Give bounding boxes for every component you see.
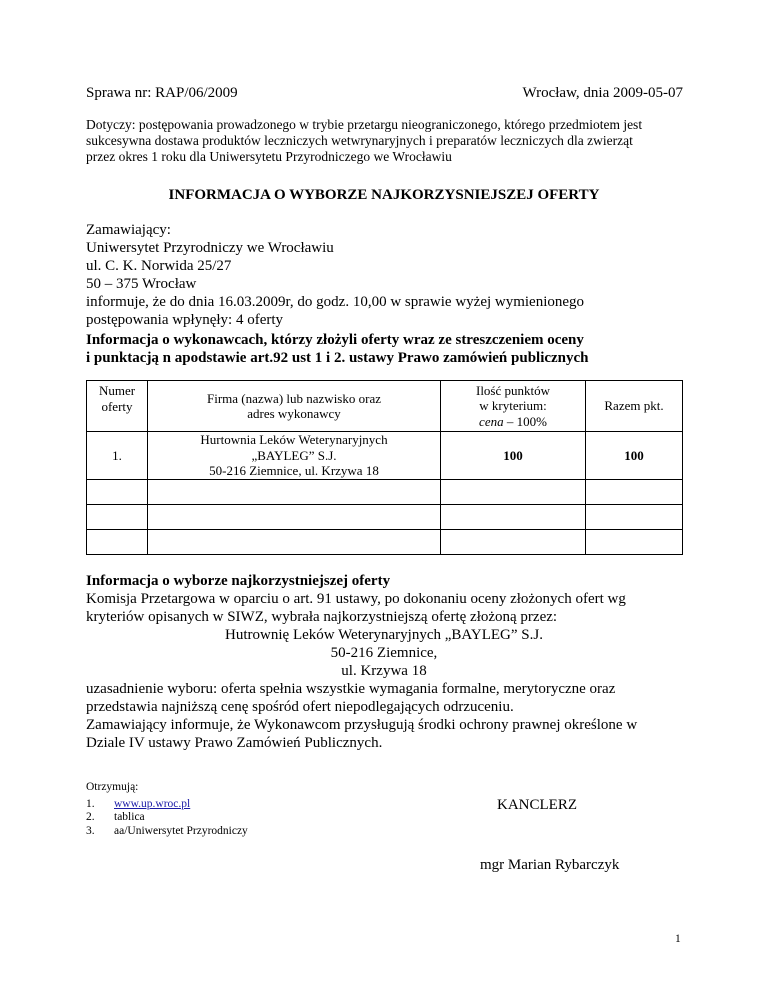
- legal-info: [86, 716, 637, 752]
- document-title: INFORMACJA O WYBORZE NAJKORZYSNIEJSZEJ OFERTY: [168, 187, 600, 203]
- cell-empty: [87, 529, 148, 554]
- recipient-number: 3.: [86, 824, 95, 837]
- table-heading-line: i punktacją n apodstawie art.92 ust 1 i 2. ustawy Prawo zamówień publicznych: [86, 350, 589, 366]
- legal-info-line: Dziale IV ustawy Prawo Zamówień Publicznych.: [86, 735, 383, 751]
- cell-empty: [441, 529, 586, 554]
- cell-empty: [441, 504, 586, 529]
- website-link[interactable]: www.up.wroc.pl: [114, 797, 191, 810]
- table-row: [87, 432, 683, 480]
- company-line: „BAYLEG” S.J.: [251, 447, 337, 463]
- recipient-text: tablica: [114, 811, 145, 823]
- authority-info: informuje, że do dnia 16.03.2009r, do godz. 10,00 w sprawie wyżej wymienionego: [86, 294, 585, 310]
- subject: [86, 117, 642, 165]
- header-number: [87, 381, 148, 432]
- signature-name: mgr Marian Rybarczyk: [480, 857, 620, 873]
- header-points-line: Ilość punktów: [475, 382, 551, 398]
- header-company: [148, 381, 441, 432]
- authority-label: Zamawiający:: [86, 222, 171, 238]
- authority-street: ul. C. K. Norwida 25/27: [86, 258, 232, 274]
- signature-role: KANCLERZ: [497, 797, 577, 813]
- offers-table: [86, 380, 683, 555]
- table-row-empty: [87, 479, 683, 504]
- justification-line: przedstawia najniższą cenę spośród ofert niepodlegających odrzuceniu.: [86, 699, 514, 715]
- cell-points: 100: [441, 432, 586, 480]
- recipient-item: [86, 798, 248, 812]
- table-heading: [86, 331, 589, 367]
- legal-info-line: Zamawiający informuje, że Wykonawcom przysługują środki ochrony prawnej określone w: [86, 717, 638, 733]
- table-row-empty: [87, 504, 683, 529]
- selection-section: [86, 572, 682, 716]
- cell-total: 100: [586, 432, 683, 480]
- header-number-line: Numer: [98, 383, 136, 398]
- authority-info: postępowania wpłynęły: 4 oferty: [86, 312, 284, 328]
- selection-line: kryteriów opisanych w SIWZ, wybrała najkorzystniejszą ofertę złożoną przez:: [86, 609, 558, 625]
- cell-empty: [148, 504, 441, 529]
- cell-empty: [586, 529, 683, 554]
- company-line: Hurtownia Leków Weterynaryjnych: [200, 432, 388, 447]
- company-line: 50-216 Ziemnice, ul. Krzywa 18: [209, 463, 379, 478]
- table-heading-line: Informacja o wykonawcach, którzy złożyli oferty wraz ze streszczeniem oceny: [86, 332, 584, 348]
- table-row-empty: [87, 529, 683, 554]
- recipient-number: 1.: [86, 797, 95, 810]
- table-header-row: [87, 381, 683, 432]
- header-company-line: Firma (nazwa) lub nazwisko oraz: [207, 390, 381, 406]
- page-number: 1: [675, 933, 681, 945]
- justification-line: uzasadnienie wyboru: oferta spełnia wszystkie wymagania formalne, merytoryczne oraz: [86, 681, 616, 697]
- header-points: [441, 381, 586, 432]
- place-date: Wrocław, dnia 2009-05-07: [522, 85, 683, 101]
- cell-empty: [87, 504, 148, 529]
- header-number-line: oferty: [101, 398, 133, 414]
- selection-heading: Informacja o wyborze najkorzystniejszej oferty: [86, 573, 391, 589]
- recipients: [86, 781, 248, 838]
- subject-line: Dotyczy: postępowania prowadzonego w trybie przetargu nieograniczonego, którego przedmiotem jest: [86, 117, 643, 132]
- cell-number: 1.: [87, 432, 148, 480]
- contracting-authority: [86, 221, 584, 329]
- cell-empty: [148, 479, 441, 504]
- cell-empty: [586, 479, 683, 504]
- cell-empty: [441, 479, 586, 504]
- recipient-text: aa/Uniwersytet Przyrodniczy: [114, 824, 248, 837]
- authority-name: Uniwersytet Przyrodniczy we Wrocławiu: [86, 240, 334, 256]
- header-total: Razem pkt.: [586, 381, 683, 432]
- authority-city: 50 – 375 Wrocław: [86, 276, 197, 292]
- header-points-line: w kryterium:: [479, 398, 547, 414]
- winner-name: Hutrownię Leków Weterynaryjnych „BAYLEG” S.J.: [225, 627, 543, 643]
- cell-empty: [87, 479, 148, 504]
- header-points-criterion: [441, 414, 585, 430]
- cell-empty: [148, 529, 441, 554]
- cell-empty: [586, 504, 683, 529]
- case-number: Sprawa nr: RAP/06/2009: [86, 85, 238, 101]
- criterion-weight: – 100%: [503, 413, 547, 429]
- recipient-item: [86, 811, 248, 825]
- subject-line: przez okres 1 roku dla Uniwersytetu Przyrodniczego we Wrocławiu: [86, 149, 452, 164]
- recipient-number: 2.: [86, 811, 95, 823]
- cell-company: [148, 432, 441, 480]
- criterion-name: cena: [479, 413, 504, 429]
- header-company-line: adres wykonawcy: [247, 406, 341, 421]
- recipient-item: [86, 825, 248, 839]
- subject-line: sukcesywna dostawa produktów leczniczych wetwrynaryjnych i preparatów leczniczych dla zwierząt: [86, 133, 633, 148]
- winner-street: ul. Krzywa 18: [341, 663, 427, 679]
- winner-city: 50-216 Ziemnice,: [330, 645, 438, 661]
- recipients-label: Otrzymują:: [86, 781, 139, 793]
- selection-line: Komisja Przetargowa w oparciu o art. 91 ustawy, po dokonaniu oceny złożonych ofert wg: [86, 591, 626, 607]
